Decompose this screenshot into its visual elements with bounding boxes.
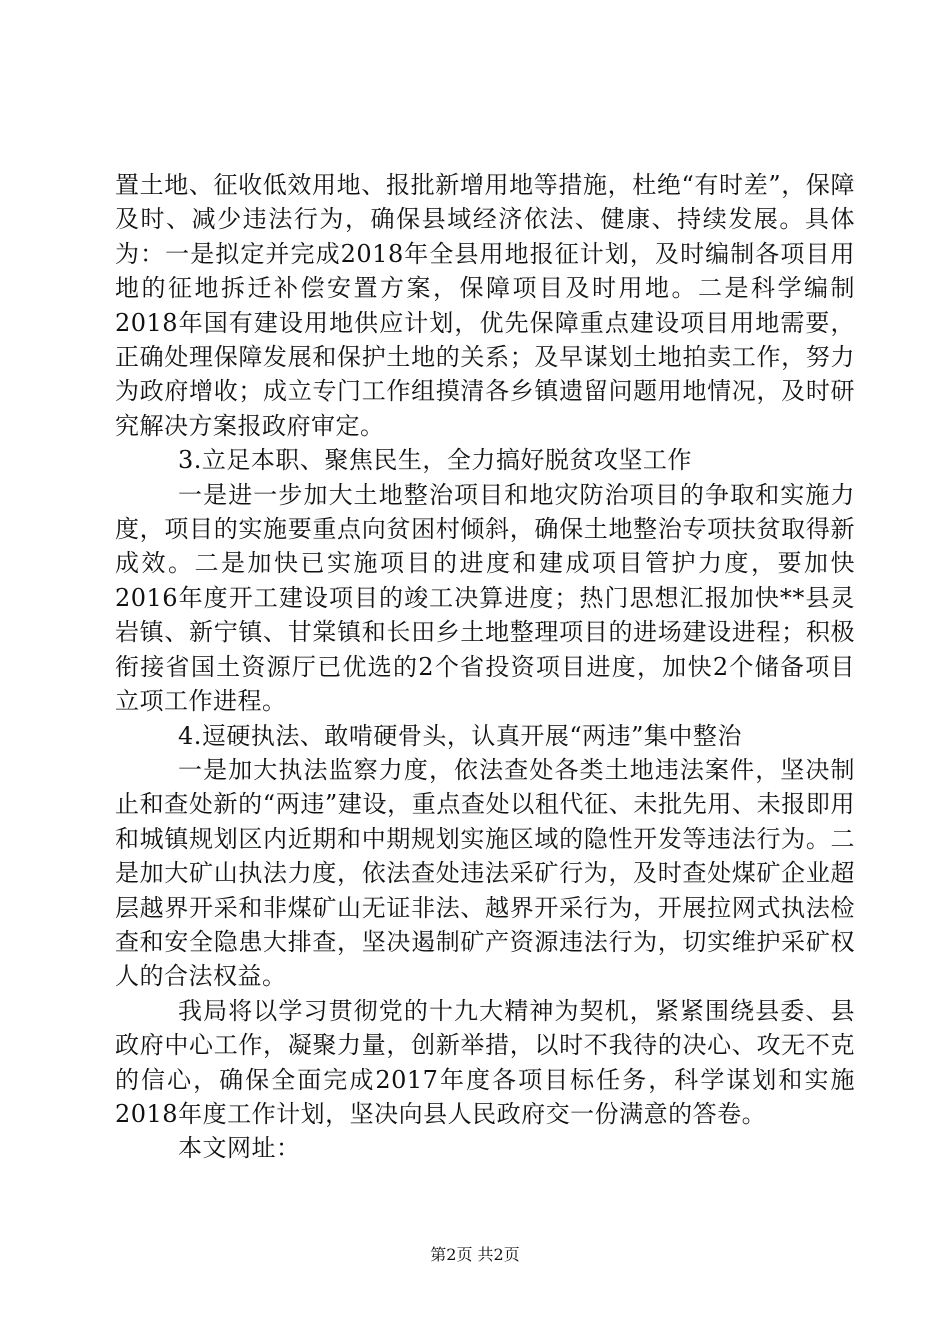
- paragraph-article-url: 本文网址：: [178, 1134, 301, 1163]
- paragraph-poverty-alleviation: 一是进一步加大土地整治项目和地灾防治项目的争取和实施力度，项目的实施要重点向贫困村倾斜，确保土地整治专项扶贫取得新成效。二是加快已实施项目的进度和建成项目管护力度，要加快2016年度开工建设项目的竣工决算进度；热门思想汇报加快**县灵岩镇、新宁镇、甘棠镇和长田乡土地整理项目的进场建设进程；积极衔接省国土资源厅已优选的2个省投资项目进度，加快2个储备项目立项工作进程。: [115, 480, 855, 716]
- document-body: [115, 168, 855, 1166]
- section-heading-poverty-alleviation: 3.立足本职、聚焦民生，全力搞好脱贫攻坚工作: [178, 446, 692, 475]
- page-number-footer: 第2页 共2页: [430, 1245, 520, 1264]
- paragraph-land-measures: 置土地、征收低效用地、报批新增用地等措施，杜绝“有时差”，保障及时、减少违法行为，确保县域经济依法、健康、持续发展。具体为：一是拟定并完成2018年全县用地报征计划，及时编制各项目用地的征地拆迁补偿安置方案，保障项目及时用地。二是科学编制2018年国有建设用地供应计划，优先保障重点建设项目用地需要，正确处理保障发展和保护土地的关系；及早谋划土地拍卖工作，努力为政府增收；成立专门工作组摸清各乡镇遗留问题用地情况，及时研究解决方案报政府审定。: [115, 171, 855, 440]
- paragraph-law-enforcement: 一是加大执法监察力度，依法查处各类土地违法案件，坚决制止和查处新的“两违”建设，重点查处以租代征、未批先用、未报即用和城镇规划区内近期和中期规划实施区域的隐性开发等违法行为。二是加大矿山执法力度，依法查处违法采矿行为，及时查处煤矿企业超层越界开采和非煤矿山无证非法、越界开采行为，开展拉网式执法检查和安全隐患大排查，坚决遏制矿产资源违法行为，切实维护采矿权人的合法权益。: [115, 755, 855, 991]
- paragraph-conclusion: 我局将以学习贯彻党的十九大精神为契机，紧紧围绕县委、县政府中心工作，凝聚力量，创新举措，以时不我待的决心、攻无不克的信心，确保全面完成2017年度各项目标任务，科学谋划和实施2018年度工作计划，坚决向县人民政府交一份满意的答卷。: [115, 996, 855, 1128]
- section-heading-law-enforcement: 4.逗硬执法、敢啃硬骨头，认真开展“两违”集中整治: [178, 721, 742, 750]
